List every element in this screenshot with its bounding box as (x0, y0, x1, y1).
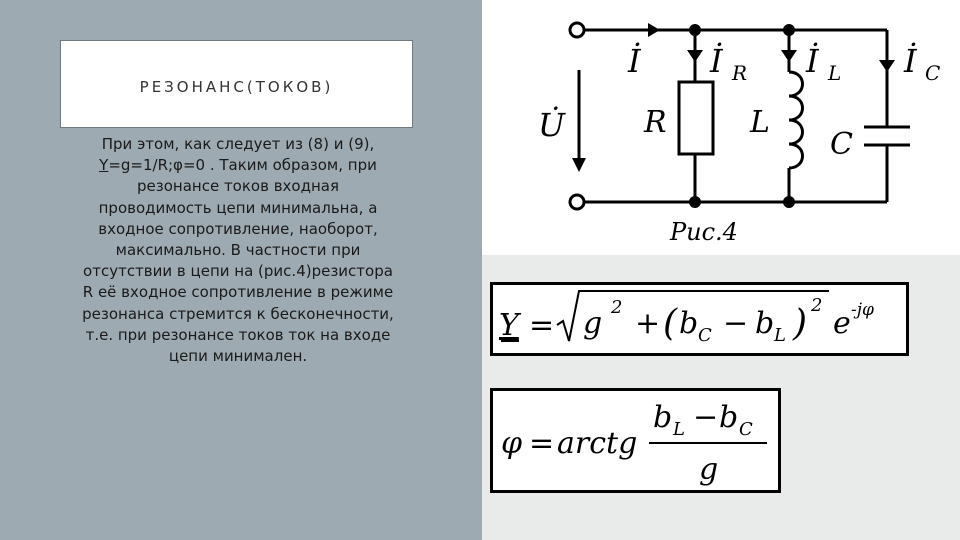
body-text-rest: =g=1/R;φ=0 . Таким образом, при резонансе токов входная проводимость цепи минимальна, а входное сопротивление, наоборот, максимально. В частности при отсутствии в цепи на (рис.4)резистора R её входное сопротивление в режиме резонанса стремится к бесконечности, т.е. при резонансе токов ток на входе цепи минимален. (82, 156, 394, 366)
formula-num-sub2: C (739, 419, 753, 440)
current-arrow-l (781, 50, 797, 62)
phase-formula (493, 391, 778, 490)
label-current-l-sub: L (828, 61, 842, 85)
formula-y: Y (499, 308, 519, 343)
voltage-arrow (572, 158, 586, 172)
formula-den: g (699, 452, 719, 487)
formula-num-b1: b (653, 400, 673, 435)
body-text-prefix: При этом, как следует из (8) и (9), (101, 135, 375, 153)
formula-paren-open: ( (663, 303, 678, 344)
formula-equals: = (529, 308, 555, 343)
resistor-symbol (679, 82, 713, 154)
formula-num-b2: b (719, 400, 739, 435)
phase-formula-box (490, 388, 781, 493)
inductor-symbol (789, 72, 803, 168)
formula-bc-sub: C (698, 325, 712, 346)
formula-arctg: arctg (557, 426, 638, 461)
terminal-top (570, 23, 584, 37)
admittance-formula-box (490, 282, 909, 356)
label-inductor: L (750, 105, 770, 140)
circuit-diagram (482, 0, 960, 255)
formula-exp: -jφ (851, 300, 874, 320)
current-arrow-r (687, 50, 703, 62)
formula-minus: − (723, 306, 749, 341)
formula-bl: b (755, 306, 775, 341)
title-box (60, 40, 413, 128)
label-current-main: İ (628, 42, 641, 80)
current-arrow-main (648, 23, 660, 37)
label-voltage: U̇ (538, 106, 565, 144)
formula-phase-equals: = (529, 426, 555, 461)
formula-g-sq: 2 (611, 297, 623, 318)
formula-paren-sq: 2 (811, 295, 823, 316)
terminal-bottom (570, 195, 584, 209)
label-resistor: R (644, 105, 667, 140)
label-current-r: İ (710, 42, 723, 80)
slide-title: РЕЗОНАНС(ТОКОВ) (139, 78, 334, 96)
formula-e: e (833, 306, 851, 341)
formula-num-minus: − (693, 400, 719, 435)
current-arrow-c (879, 60, 895, 72)
formula-paren-close: ) (793, 303, 808, 344)
body-text (82, 134, 394, 367)
body-text-y: Y (99, 156, 109, 175)
formula-plus: + (635, 306, 661, 341)
formula-num-sub1: L (673, 419, 685, 440)
label-current-r-sub: R (732, 61, 748, 85)
formula-g: g (583, 306, 603, 341)
label-current-c: İ (904, 42, 917, 80)
label-current-c-sub: C (925, 61, 941, 85)
formula-bc: b (679, 306, 699, 341)
figure-caption: Рис.4 (670, 218, 738, 246)
admittance-formula (493, 285, 906, 353)
label-current-l: İ (806, 42, 819, 80)
formula-bl-sub: L (774, 325, 786, 346)
formula-phi: φ (501, 426, 523, 461)
label-capacitor: C (830, 127, 853, 162)
